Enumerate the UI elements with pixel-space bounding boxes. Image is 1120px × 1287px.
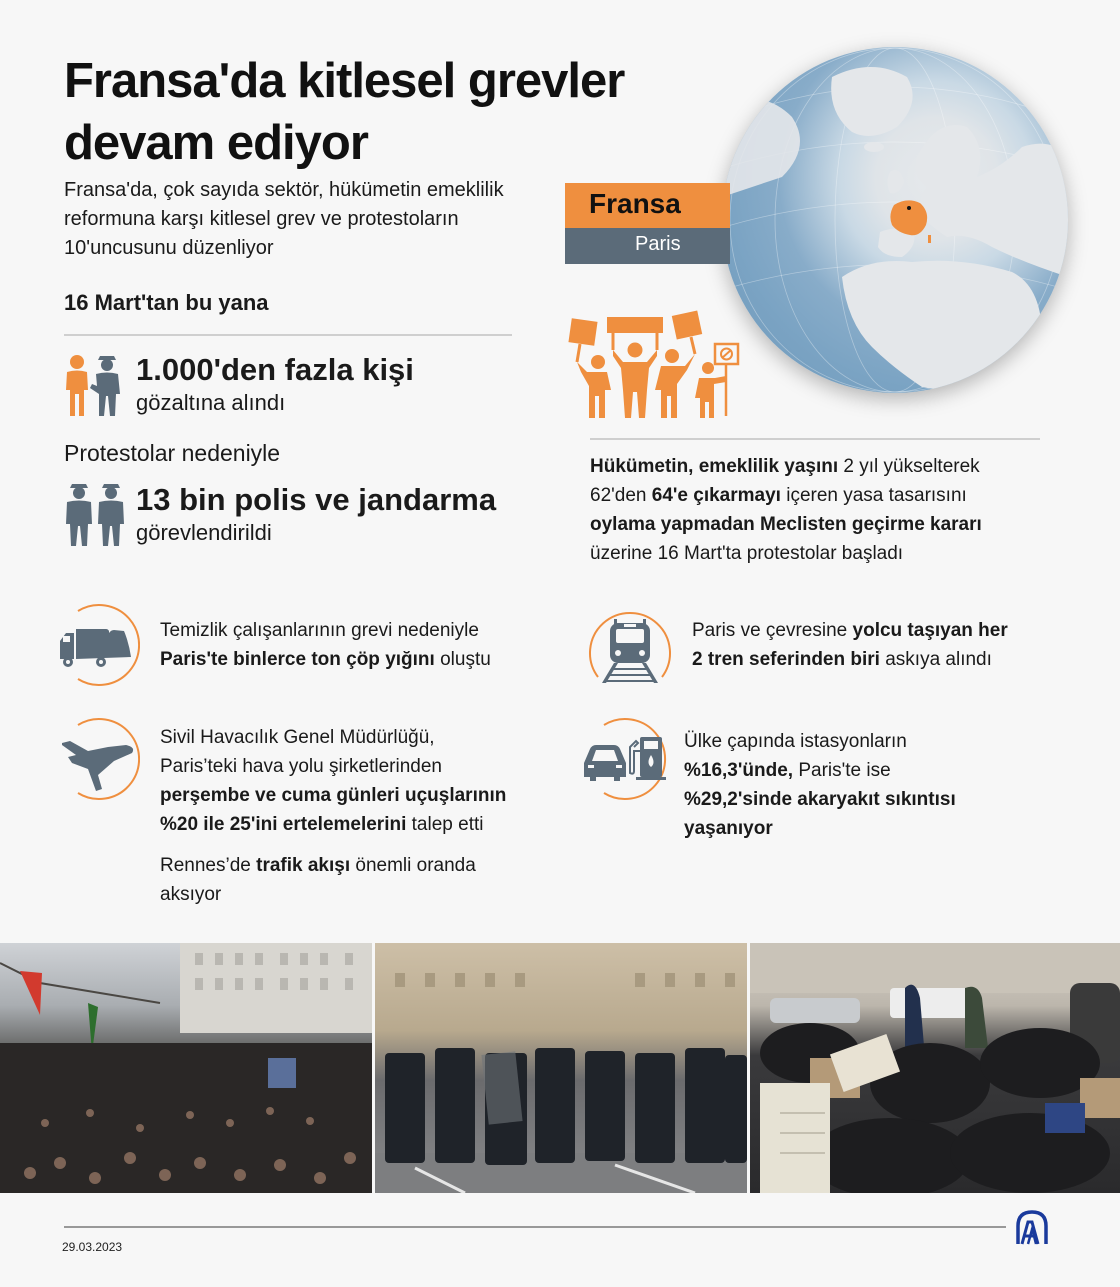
impact-text: Ülke çapında istasyonların (684, 731, 907, 752)
flights-text (160, 723, 506, 839)
impact-text: oluştu (434, 649, 491, 670)
airplane-icon (56, 717, 140, 801)
footer-divider (64, 1226, 1006, 1228)
impact-text-bold: 2 tren seferinden biri (692, 649, 880, 670)
impact-flights (56, 717, 556, 917)
impact-text-bold: yolcu taşıyan her (852, 620, 1008, 641)
car-fuel-pump-icon (584, 717, 668, 801)
context-text: 2 yıl yükselterek (838, 456, 980, 477)
garbage-piles-photo (750, 943, 1120, 1193)
arrest-icon (64, 352, 126, 418)
traffic-text (160, 851, 476, 909)
impact-text: Paris ve çevresine (692, 620, 853, 641)
protest-crowd-photo (0, 943, 372, 1193)
impact-text: askıya alındı (879, 649, 992, 670)
page-title (64, 50, 704, 174)
impact-text-bold: trafik akışı (256, 855, 351, 876)
impact-text-bold: perşembe ve cuma günleri uçuşlarının (160, 785, 507, 806)
impact-train (588, 603, 1078, 693)
globe-map (722, 47, 1068, 393)
riot-police-graphic (375, 943, 747, 1193)
impact-fuel (578, 717, 1078, 847)
context-paragraph (590, 452, 1050, 568)
context-text: 62'den (590, 485, 652, 506)
impact-text: önemli oranda (350, 855, 476, 876)
title-line-2: devam ediyor (64, 116, 368, 170)
context-text: üzerine 16 Mart'ta protestolar başladı (590, 543, 904, 564)
photo-strip (0, 943, 1120, 1193)
impact-text: Paris’teki hava yolu şirketlerinden (160, 756, 442, 777)
riot-police-photo (375, 943, 747, 1193)
impact-text: Paris'te ise (793, 760, 891, 781)
stat-detained (64, 352, 524, 422)
detained-detail: gözaltına alındı (136, 390, 286, 415)
title-line-1: Fransa'da kitlesel grevler (64, 54, 625, 108)
impact-text: talep etti (406, 814, 484, 835)
train-icon (588, 603, 672, 687)
since-label: 16 Mart'tan bu yana (64, 290, 269, 315)
context-text-bold: 64'e çıkarmayı (651, 485, 781, 506)
divider (590, 438, 1040, 440)
garbage-text (160, 616, 491, 674)
subtitle: Fransa'da, çok sayıda sektör, hükümetin emeklilik reformuna karşı kitlesel grev ve protestoların 10'uncusunu düzenliyor (64, 179, 504, 259)
impact-text: aksıyor (160, 884, 222, 905)
context-text-bold: Hükümetin, emeklilik yaşını (590, 456, 839, 477)
location-label (565, 183, 730, 264)
detained-count: 1.000'den fazla kişi (136, 352, 414, 387)
reason-label: Protestolar nedeniyle (64, 440, 281, 466)
impact-text: Rennes’de (160, 855, 257, 876)
aa-logo-icon (1014, 1208, 1050, 1248)
police-officers-icon (64, 482, 128, 548)
fuel-text (684, 727, 956, 843)
garbage-piles-graphic (750, 943, 1120, 1193)
impact-garbage (56, 603, 546, 693)
impact-text: Temizlik çalışanlarının grevi nedeniyle (160, 620, 479, 641)
impact-text-bold: Paris'te binlerce ton çöp yığını (160, 649, 435, 670)
globe-map-graphic (722, 47, 1068, 393)
divider (64, 334, 512, 336)
context-text: içeren yasa tasarısını (780, 485, 967, 506)
context-text-bold: oylama yapmadan Meclisten geçirme kararı (590, 514, 982, 535)
impact-text-bold: %29,2'sinde akaryakıt sıkıntısı (684, 789, 956, 810)
impact-text-bold: %16,3'ünde, (684, 760, 794, 781)
city-label: Paris (565, 228, 730, 264)
garbage-truck-icon (56, 603, 140, 687)
protesters-icon (565, 300, 745, 420)
country-label: Fransa (565, 183, 730, 228)
police-count: 13 bin polis ve jandarma (136, 482, 497, 517)
publish-date: 29.03.2023 (62, 1240, 123, 1254)
police-detail: görevlendirildi (136, 520, 272, 545)
train-text (692, 616, 1008, 674)
impact-text-bold: %20 ile 25'ini ertelemelerini (160, 814, 407, 835)
impact-text: Sivil Havacılık Genel Müdürlüğü, (160, 727, 435, 748)
impact-text-bold: yaşanıyor (684, 818, 773, 839)
protest-crowd-graphic (0, 943, 372, 1193)
stat-police (64, 482, 544, 552)
